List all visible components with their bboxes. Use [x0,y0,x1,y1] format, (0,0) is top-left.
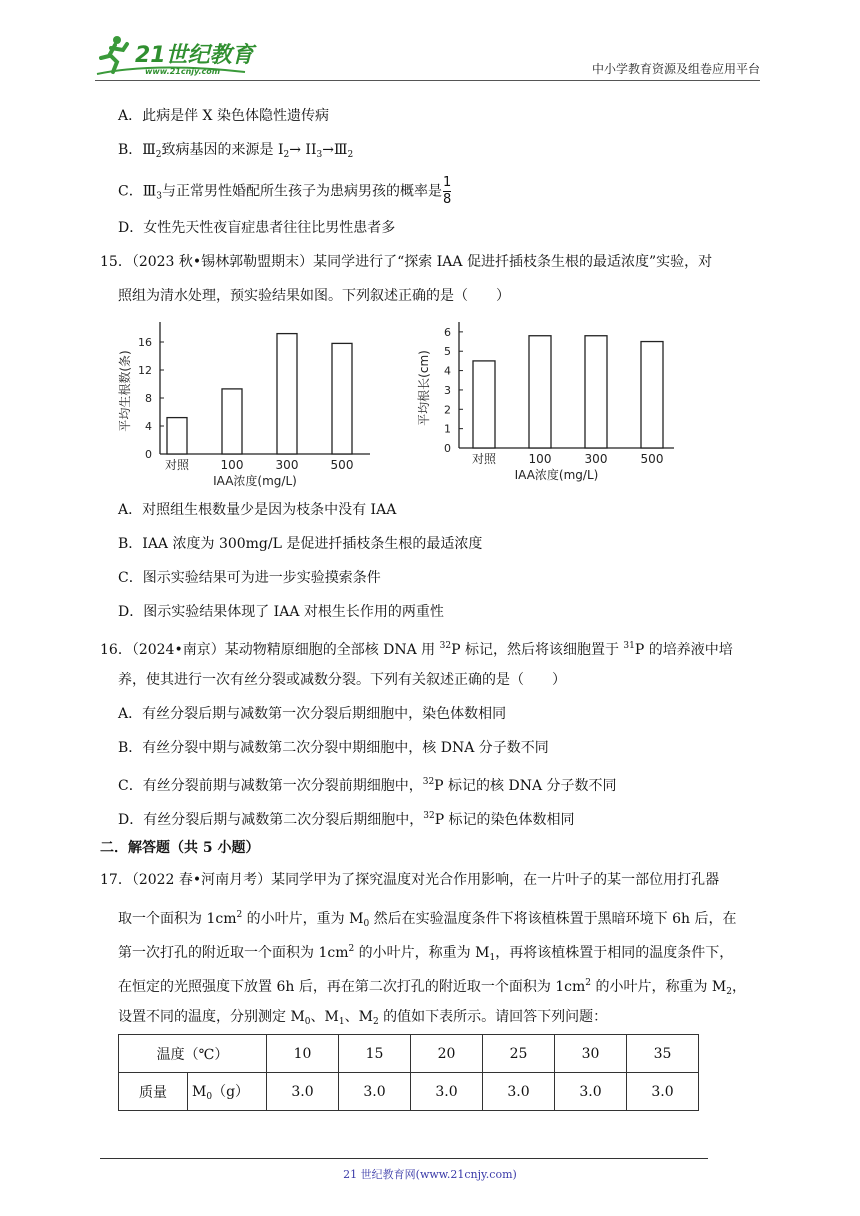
table-cell: 10 [267,1035,339,1073]
y-tick-label: 4 [145,420,152,433]
q16-option-a: A．有丝分裂后期与减数第一次分裂后期细胞中，染色体数相同 [118,706,507,722]
table-cell: 15 [339,1035,411,1073]
q17-line1: 17．（2022 春•河南月考）某同学甲为了探究温度对光合作用影响，在一片叶子的某一部位用打孔器 [100,872,720,888]
bar [277,334,297,454]
table-cell: 3.0 [339,1073,411,1111]
table-cell: 3.0 [267,1073,339,1111]
table-cell: 3.0 [627,1073,699,1111]
x-axis-label: IAA浓度(mg/L) [514,468,599,482]
y-tick-label: 3 [444,383,451,397]
temperature-mass-table [118,1034,699,1111]
y-tick-label: 0 [444,442,451,455]
q16-option-d: D．有丝分裂后期与减数第二次分裂后期细胞中，$^{32}$P 标记的染色体数相同 [118,811,575,828]
x-axis-label: IAA浓度(mg/L) [213,474,297,488]
table-cell: 30 [555,1035,627,1073]
q15-option-c: C．图示实验结果可为进一步实验摸索条件 [118,570,381,586]
table-cell: 3.0 [555,1073,627,1111]
table-cell: 20 [411,1035,483,1073]
platform-name: 中小学教育资源及组卷应用平台 [591,62,760,76]
root-count-chart [115,316,380,488]
bar [473,361,495,448]
q16-option-c: C．有丝分裂前期与减数第一次分裂前期细胞中，$^{32}$P 标记的核 DNA 分子数不同 [118,777,617,794]
q15-stem-line1: 15．（2023 秋•锡林郭勒盟期末）某同学进行了“探索 IAA 促进扦插枝条生根的最适浓度”实验，对 [100,254,713,270]
y-tick-label: 8 [145,392,152,405]
table-cell: 35 [627,1035,699,1073]
q15-option-a: A．对照组生根数量少是因为枝条中没有 IAA [118,502,397,518]
bar [332,343,352,454]
bar [222,389,242,454]
q15-option-b: B．IAA 浓度为 300mg/L 是促进扦插枝条生根的最适浓度 [118,536,483,552]
q16-stem-line1: 16．（2024•南京）某动物精原细胞的全部核 DNA 用 $^{32}$P 标记，然后将该细胞置于 $^{31}$P 的培养液中培 [100,641,733,658]
table-cell: 3.0 [411,1073,483,1111]
x-tick-label: 300 [584,452,608,466]
footer-text: 21 世纪教育网(www.21cnjy.com) [343,1168,517,1181]
table-header-temp: 温度（℃） [119,1035,267,1073]
header-divider [95,80,760,81]
logo-runner-icon [101,44,127,72]
table-row-label: 质量 [119,1073,188,1111]
q17-line4: 在恒定的光照强度下放置 6h 后，再在第二次打孔的附近取一个面积为 $1cm^2$ 的小叶片，称重为 $M_2$， [118,978,747,997]
bar [167,418,187,454]
bar [585,336,607,448]
root-length-chart [414,316,684,488]
bar [641,342,663,448]
y-tick-label: 4 [444,364,451,378]
q16-stem-line2: 养，使其进行一次有丝分裂或减数分裂。下列有关叙述正确的是（ ） [118,672,566,688]
table-row [119,1035,699,1073]
q14-option-d: D．女性先天性夜盲症患者往往比男性患者多 [118,220,396,236]
y-tick-label: 2 [444,403,451,417]
logo-url: www.21cnjy.com [145,67,221,76]
table-m0-label: $M_0(g)$ [188,1073,267,1111]
q14-option-b: B．$Ⅲ_2$致病基因的来源是 $I_2\to$ $II_3\to Ⅲ_2$ [118,142,354,160]
logo-text: 21世纪教育 [135,43,254,68]
table-cell: 3.0 [483,1073,555,1111]
x-tick-label: 对照 [164,458,190,472]
x-tick-label: 300 [275,458,299,472]
y-tick-label: 16 [138,336,152,349]
y-tick-label: 1 [444,422,451,436]
logo-runner-head-icon [113,36,121,44]
page-header [95,30,760,82]
y-axis-label: 平均生根数(条) [118,350,132,432]
logo [95,32,265,78]
section-heading: 二．解答题（共 5 小题） [100,840,260,856]
y-tick-label: 0 [145,448,152,461]
x-tick-label: 对照 [471,452,497,466]
y-tick-label: 12 [138,364,152,377]
q15-option-d: D．图示实验结果体现了 IAA 对根生长作用的两重性 [118,604,444,620]
q17-line3: 第一次打孔的附近取一个面积为 $1cm^2$ 的小叶片，称重为 $M_1$，再将该植株置于相同的温度条件下， [118,944,734,963]
q17-line2: 取一个面积为 $1cm^2$ 的小叶片，重为 $M_0$ 然后在实验温度条件下将该植株置于黑暗环境下 6h 后，在 [118,910,737,929]
footer-divider [100,1158,708,1159]
q14-option-c: C．$Ⅲ_3$与正常男性婚配所生孩子为患病男孩的概率是 $\frac{1}{8}$ [118,175,452,207]
bar [529,336,551,448]
x-tick-label: 500 [330,458,354,472]
q16-option-b: B．有丝分裂中期与减数第二次分裂中期细胞中，核 DNA 分子数不同 [118,740,549,756]
y-tick-label: 6 [444,325,451,339]
table-row [119,1073,699,1111]
x-tick-label: 100 [220,458,244,472]
y-tick-label: 5 [444,345,451,359]
x-tick-label: 500 [640,452,664,466]
y-axis-label: 平均根长(cm) [417,350,431,426]
q14-option-a: A．此病是伴 X 染色体隐性遗传病 [118,108,329,124]
q17-line5: 设置不同的温度，分别测定 $M_0$、$M_1$、$M_2$ 的值如下表所示。请回答下列问题： [118,1009,608,1027]
q15-stem-line2: 照组为清水处理，预实验结果如图。下列叙述正确的是（ ） [118,288,510,304]
fraction: $\frac{1}{8}$ [442,175,452,207]
x-tick-label: 100 [528,452,552,466]
table-cell: 25 [483,1035,555,1073]
